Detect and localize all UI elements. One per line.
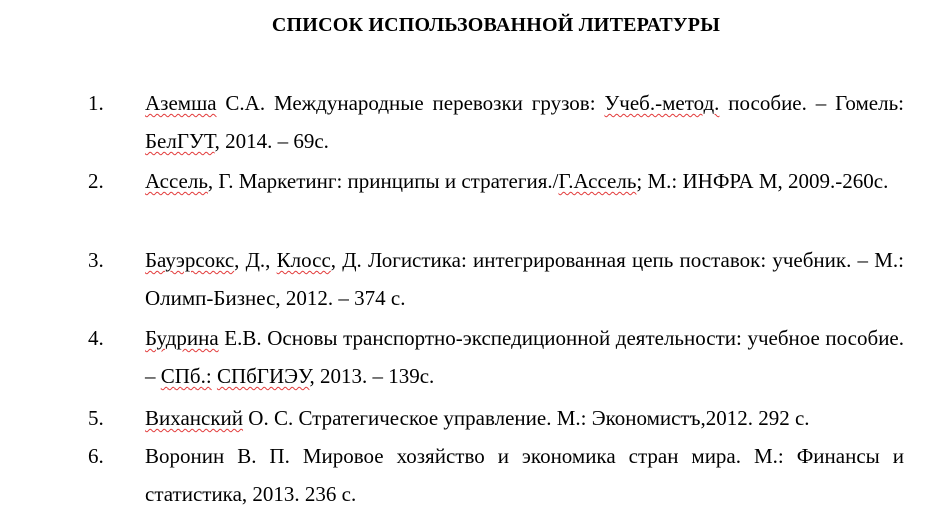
- list-item-number: 4.: [88, 326, 104, 350]
- list-item-number: 6.: [88, 444, 104, 468]
- text-run: С.А. Международные перевозки грузов:: [216, 91, 605, 115]
- list-item: [0, 84, 937, 162]
- list-item: [0, 319, 937, 399]
- list-item: [0, 437, 937, 515]
- list-item: [0, 162, 937, 241]
- text-run: , 2013. – 139с.: [309, 364, 435, 388]
- misspelled-word: БелГУТ: [145, 129, 215, 153]
- list-item-text: [145, 241, 904, 317]
- text-run: О. С. Стратегическое управление. М.: Экономистъ,2012. 292 с.: [243, 406, 810, 430]
- text-run: , Д. Логистика: интегрированная цепь поставок: учебник. – М.: Олимп-Бизнес, 2012. – 374 с.: [145, 248, 905, 310]
- misspelled-word: Учеб.-метод.: [604, 91, 720, 115]
- misspelled-word: Виханский: [145, 406, 244, 430]
- misspelled-word: Г.Ассель: [558, 169, 637, 193]
- text-run: Е.В. Основы транспортно-экспедиционной деятельности: учебное пособие. –: [145, 326, 904, 388]
- list-item-text: [145, 162, 904, 200]
- list-item-text: [145, 399, 904, 437]
- list-item-number: 2.: [88, 169, 104, 193]
- reference-list: [0, 84, 937, 515]
- misspelled-word: Клосс: [276, 248, 331, 272]
- page-title: СПИСОК ИСПОЛЬЗОВАННОЙ ЛИТЕРАТУРЫ: [271, 14, 721, 36]
- list-item: [0, 241, 937, 319]
- text-run: пособие. – Гомель:: [719, 91, 904, 115]
- text-run: , Г. Маркетинг: принципы и стратегия./: [207, 169, 559, 193]
- list-item-text: [145, 437, 904, 513]
- list-item: [0, 399, 937, 437]
- list-item-text: [145, 84, 904, 160]
- text-run: , 2014. – 69с.: [214, 129, 329, 153]
- list-item-number: 1.: [88, 91, 104, 115]
- misspelled-word: СПб.:: [160, 364, 212, 388]
- misspelled-word: Будрина: [145, 326, 219, 350]
- misspelled-word: Аземша: [145, 91, 217, 115]
- misspelled-word: Бауэрсокс: [145, 248, 235, 272]
- text-run: ; М.: ИНФРА М, 2009.-260с.: [636, 169, 889, 193]
- list-item-text: [145, 319, 904, 395]
- text-run: Воронин В. П. Мировое хозяйство и экономика стран мира. М.: Финансы и статистика, 2013. 236 с.: [145, 444, 904, 506]
- text-run: , Д.,: [234, 248, 277, 272]
- misspelled-word: Ассель: [145, 169, 208, 193]
- list-item-number: 3.: [88, 248, 104, 272]
- misspelled-word: СПбГИЭУ: [216, 364, 310, 388]
- list-item-number: 5.: [88, 406, 104, 430]
